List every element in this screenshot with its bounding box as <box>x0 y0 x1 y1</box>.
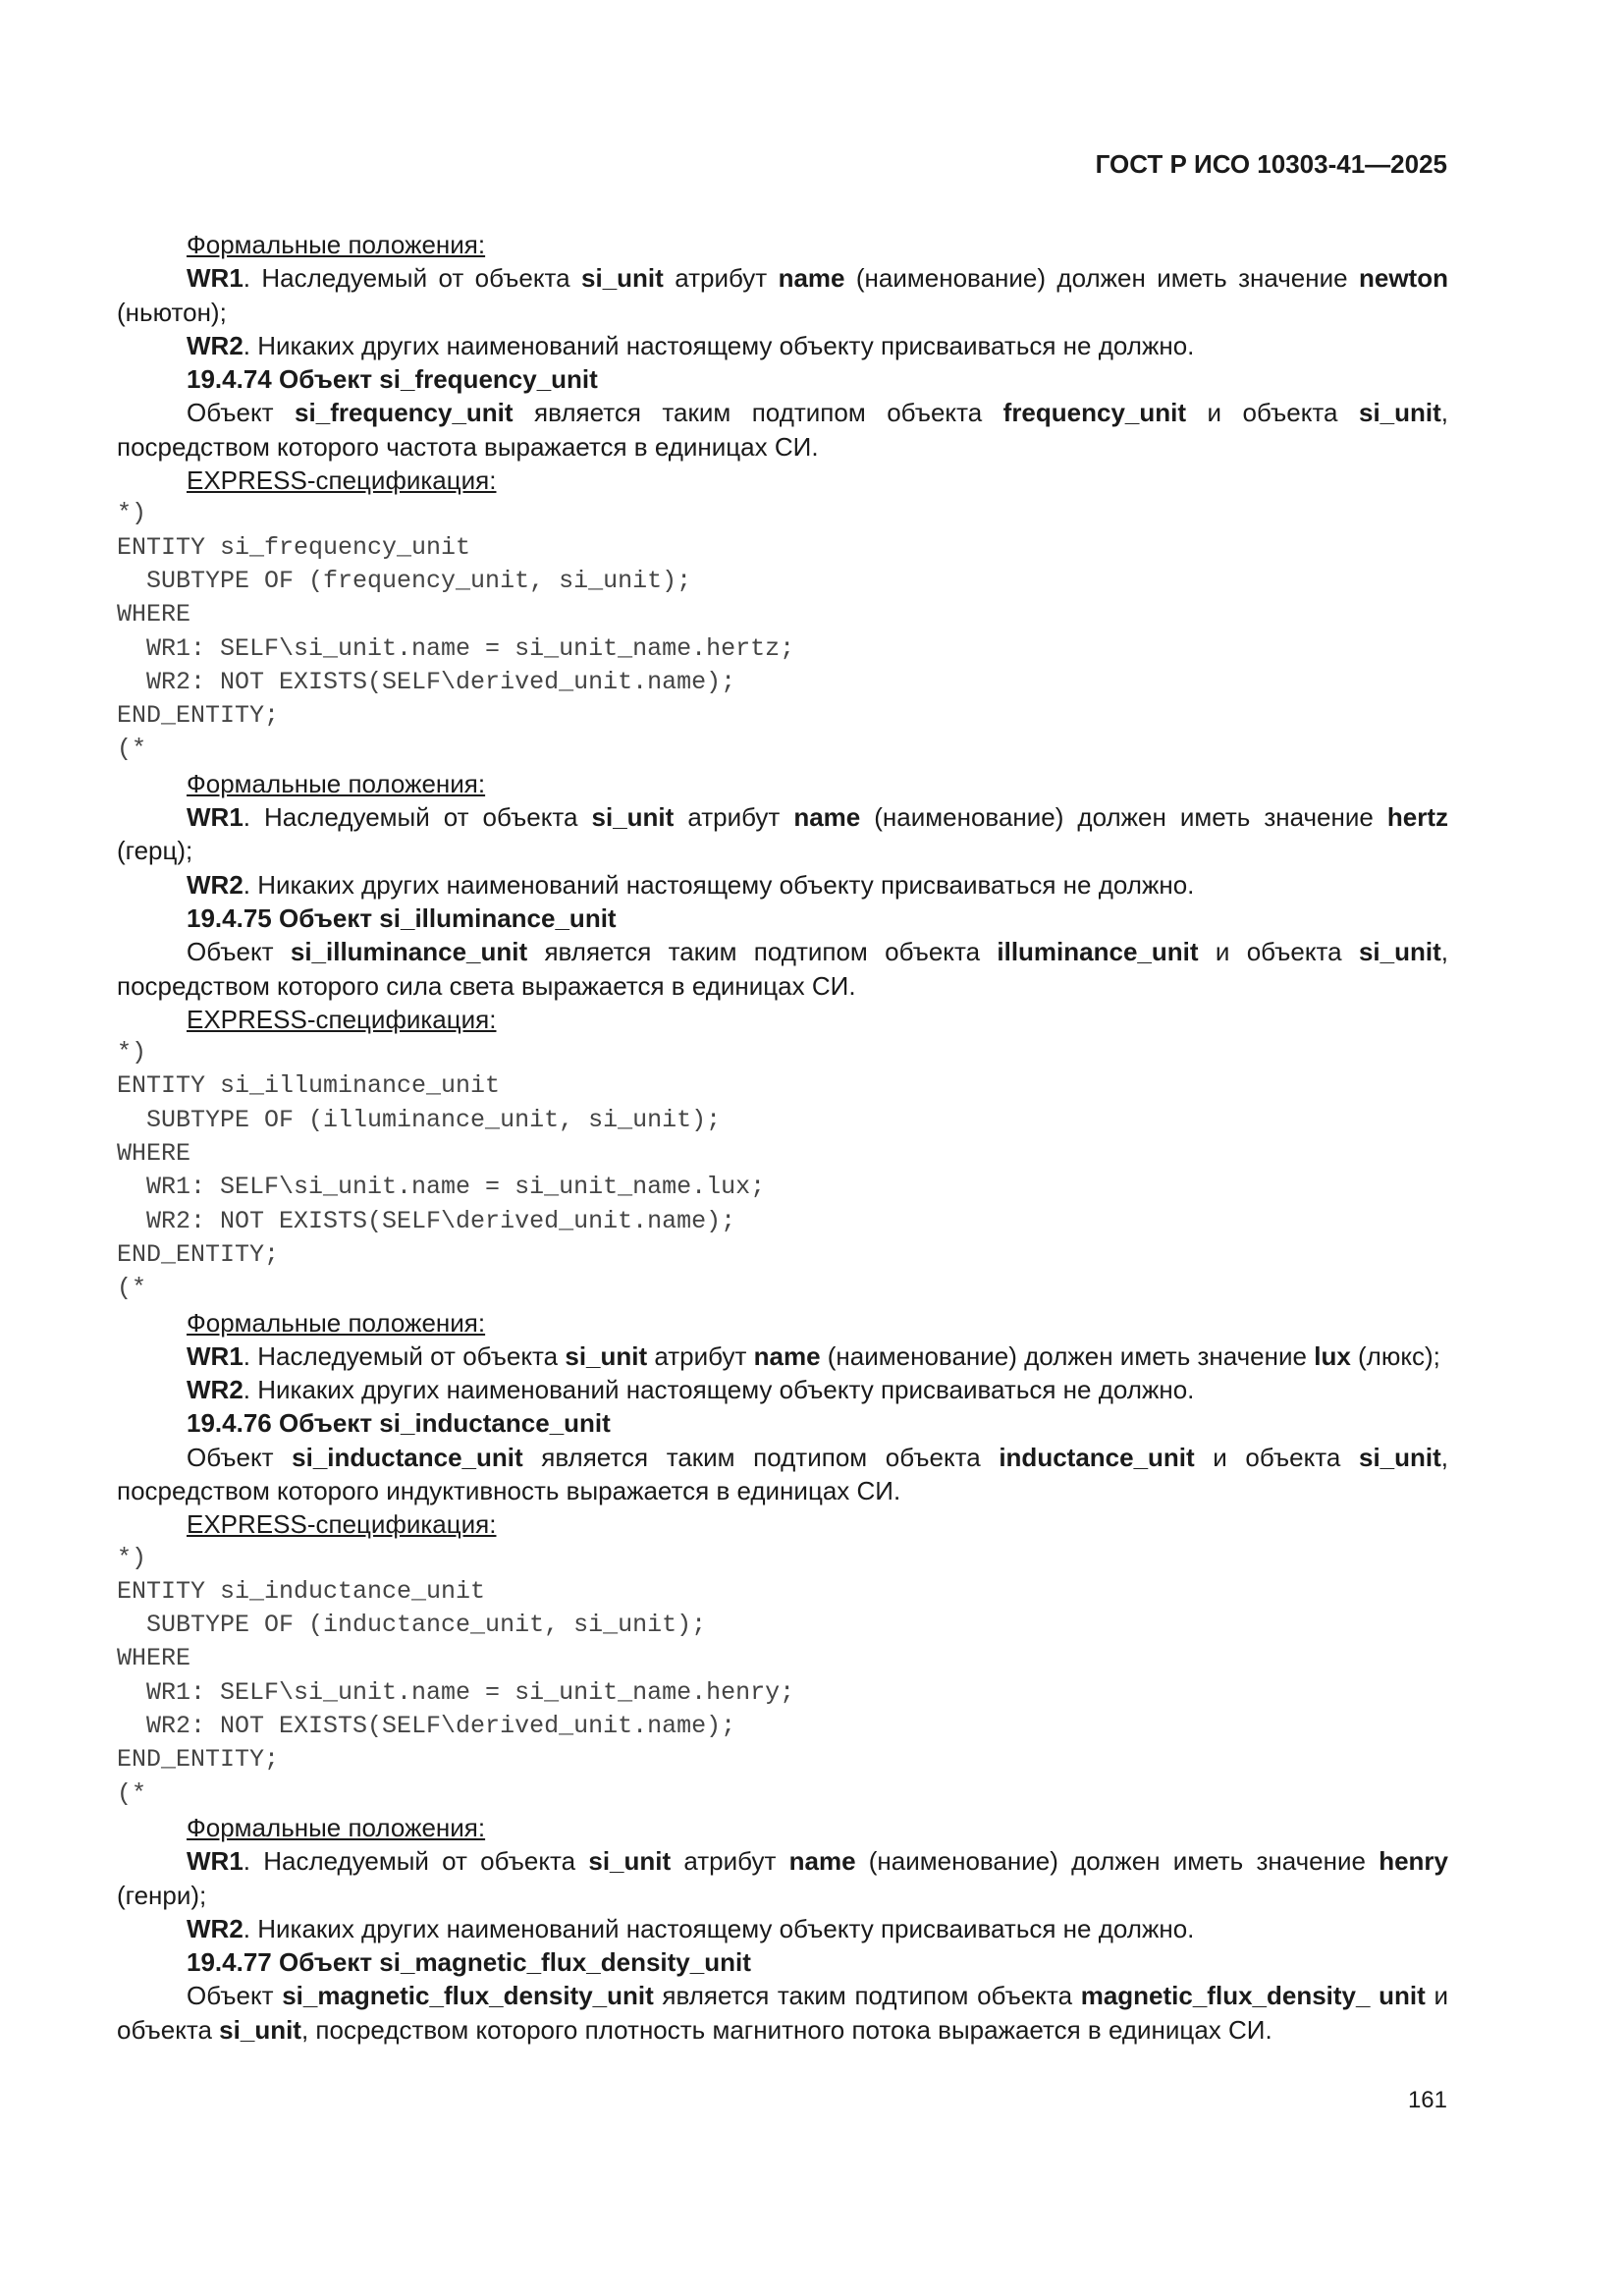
document-header: ГОСТ Р ИСО 10303-41—2025 <box>1095 149 1447 179</box>
entity-section-inductance <box>117 1406 1448 1945</box>
formal-label: Формальные положения: <box>187 768 486 798</box>
formal-label: Формальные положения: <box>187 1812 486 1842</box>
rule-wr2: WR2. Никаких других наименований настоящему объекту присваиваться не должно. <box>187 869 1195 900</box>
formal-label: Формальные положения: <box>187 230 486 259</box>
rule-wr1: WR1. Наследуемый от объекта si_unit атрибут name (наименование) должен иметь значение newton (ньютон); <box>117 263 1448 327</box>
express-label: EXPRESS-спецификация: <box>187 1004 497 1034</box>
entity-section-magnetic-flux-density <box>117 1945 1448 2047</box>
express-code: *) ENTITY si_illuminance_unit SUBTYPE OF (illuminance_unit, si_unit); WHERE WR1: SELF\si_unit.name = si_unit_name.lux; WR2: NOT EXISTS(SELF\derived_unit.name); END_ENTITY; (* <box>117 1038 766 1303</box>
page-number: 161 <box>1407 2087 1447 2113</box>
entity-description: Объект si_frequency_unit является таким подтипом объекта frequency_unit и объекта si_unit, посредством которого частота выражается в единицах СИ. <box>117 398 1449 462</box>
rule-wr1: WR1. Наследуемый от объекта si_unit атрибут name (наименование) должен иметь значение hertz (герц); <box>117 802 1448 866</box>
rules-block <box>117 228 1448 362</box>
entity-section-illuminance <box>117 902 1448 1406</box>
entity-section-frequency <box>117 362 1448 902</box>
express-label: EXPRESS-спецификация: <box>187 465 497 496</box>
express-code: *) ENTITY si_inductance_unit SUBTYPE OF (inductance_unit, si_unit); WHERE WR1: SELF\si_unit.name = si_unit_name.henry; WR2: NOT EXISTS(SELF\derived_unit.name); END_ENTITY; (* <box>117 1543 795 1808</box>
section-heading: 19.4.77 Объект si_magnetic_flux_density_unit <box>187 1947 751 1978</box>
entity-description: Объект si_illuminance_unit является таким подтипом объекта illuminance_unit и объекта si_unit, посредством которого сила света выражается в единицах СИ. <box>117 937 1448 1001</box>
rule-wr1: WR1. Наследуемый от объекта si_unit атрибут name (наименование) должен иметь значение henry (генри); <box>117 1846 1448 1910</box>
rule-wr2: WR2. Никаких других наименований настоящему объекту присваиваться не должно. <box>187 330 1195 360</box>
express-code: *) ENTITY si_frequency_unit SUBTYPE OF (frequency_unit, si_unit); WHERE WR1: SELF\si_unit.name = si_unit_name.hertz; WR2: NOT EXISTS(SELF\derived_unit.name); END_ENTITY; (* <box>117 499 795 764</box>
entity-description: Объект si_inductance_unit является таким подтипом объекта inductance_unit и объекта si_unit, посредством которого индуктивность выражается в единицах СИ. <box>117 1442 1449 1505</box>
section-heading: 19.4.74 Объект si_frequency_unit <box>187 364 598 395</box>
express-label: EXPRESS-спецификация: <box>187 1509 497 1540</box>
rule-wr1: WR1. Наследуемый от объекта si_unit атрибут name (наименование) должен иметь значение lux (люкс); <box>187 1340 1440 1371</box>
section-heading: 19.4.76 Объект si_inductance_unit <box>187 1408 611 1439</box>
formal-label: Формальные положения: <box>187 1307 486 1338</box>
rule-wr2: WR2. Никаких других наименований настоящему объекту присваиваться не должно. <box>187 1913 1195 1943</box>
page-content <box>117 228 1448 2047</box>
rule-wr2: WR2. Никаких других наименований настоящему объекту присваиваться не должно. <box>187 1375 1195 1405</box>
entity-description: Объект si_magnetic_flux_density_unit является таким подтипом объекта magnetic_flux_density_ unit и объекта si_unit, посредством которого плотность магнитного потока выражается в единицах СИ. <box>117 1981 1448 2045</box>
section-heading: 19.4.75 Объект si_illuminance_unit <box>187 902 617 933</box>
